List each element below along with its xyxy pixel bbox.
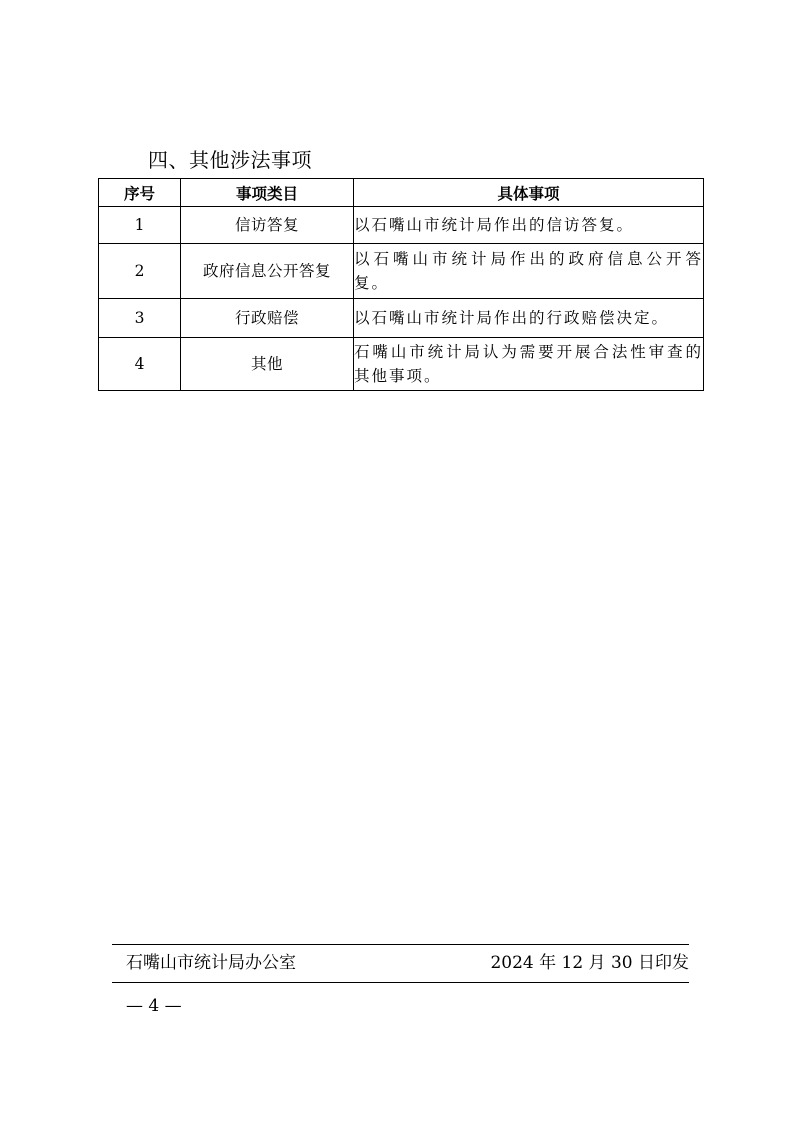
row-category: 信访答复: [181, 207, 354, 244]
table-row: [99, 244, 704, 299]
row-category: 行政赔偿: [181, 299, 354, 338]
header-serial-number: 序号: [99, 179, 181, 207]
footer-bottom-rule: [112, 982, 689, 983]
section-heading: 四、其他涉法事项: [148, 148, 312, 172]
row-number: 1: [99, 207, 181, 244]
row-category: 其他: [181, 338, 354, 391]
table-row: [99, 299, 704, 338]
row-detail: 以石嘴山市统计局作出的信访答复。: [354, 207, 704, 244]
table-row: [99, 338, 704, 391]
row-detail: 以石嘴山市统计局作出的政府信息公开答复。: [354, 244, 704, 299]
header-category: 事项类目: [181, 179, 354, 207]
footer-issue-date: 2024 年 12 月 30 日印发: [490, 953, 689, 973]
row-category: 政府信息公开答复: [181, 244, 354, 299]
row-number: 3: [99, 299, 181, 338]
row-detail: 石嘴山市统计局认为需要开展合法性审查的其他事项。: [354, 338, 704, 391]
footer-issuer: 石嘴山市统计局办公室: [126, 953, 296, 973]
row-number: 2: [99, 244, 181, 299]
row-detail: 以石嘴山市统计局作出的行政赔偿决定。: [354, 299, 704, 338]
table-header-row: [99, 179, 704, 207]
page-number: — 4 —: [126, 996, 182, 1016]
table-row: [99, 207, 704, 244]
matters-table: [98, 178, 704, 391]
footer-top-rule: [112, 944, 689, 945]
header-detail: 具体事项: [354, 179, 704, 207]
row-number: 4: [99, 338, 181, 391]
